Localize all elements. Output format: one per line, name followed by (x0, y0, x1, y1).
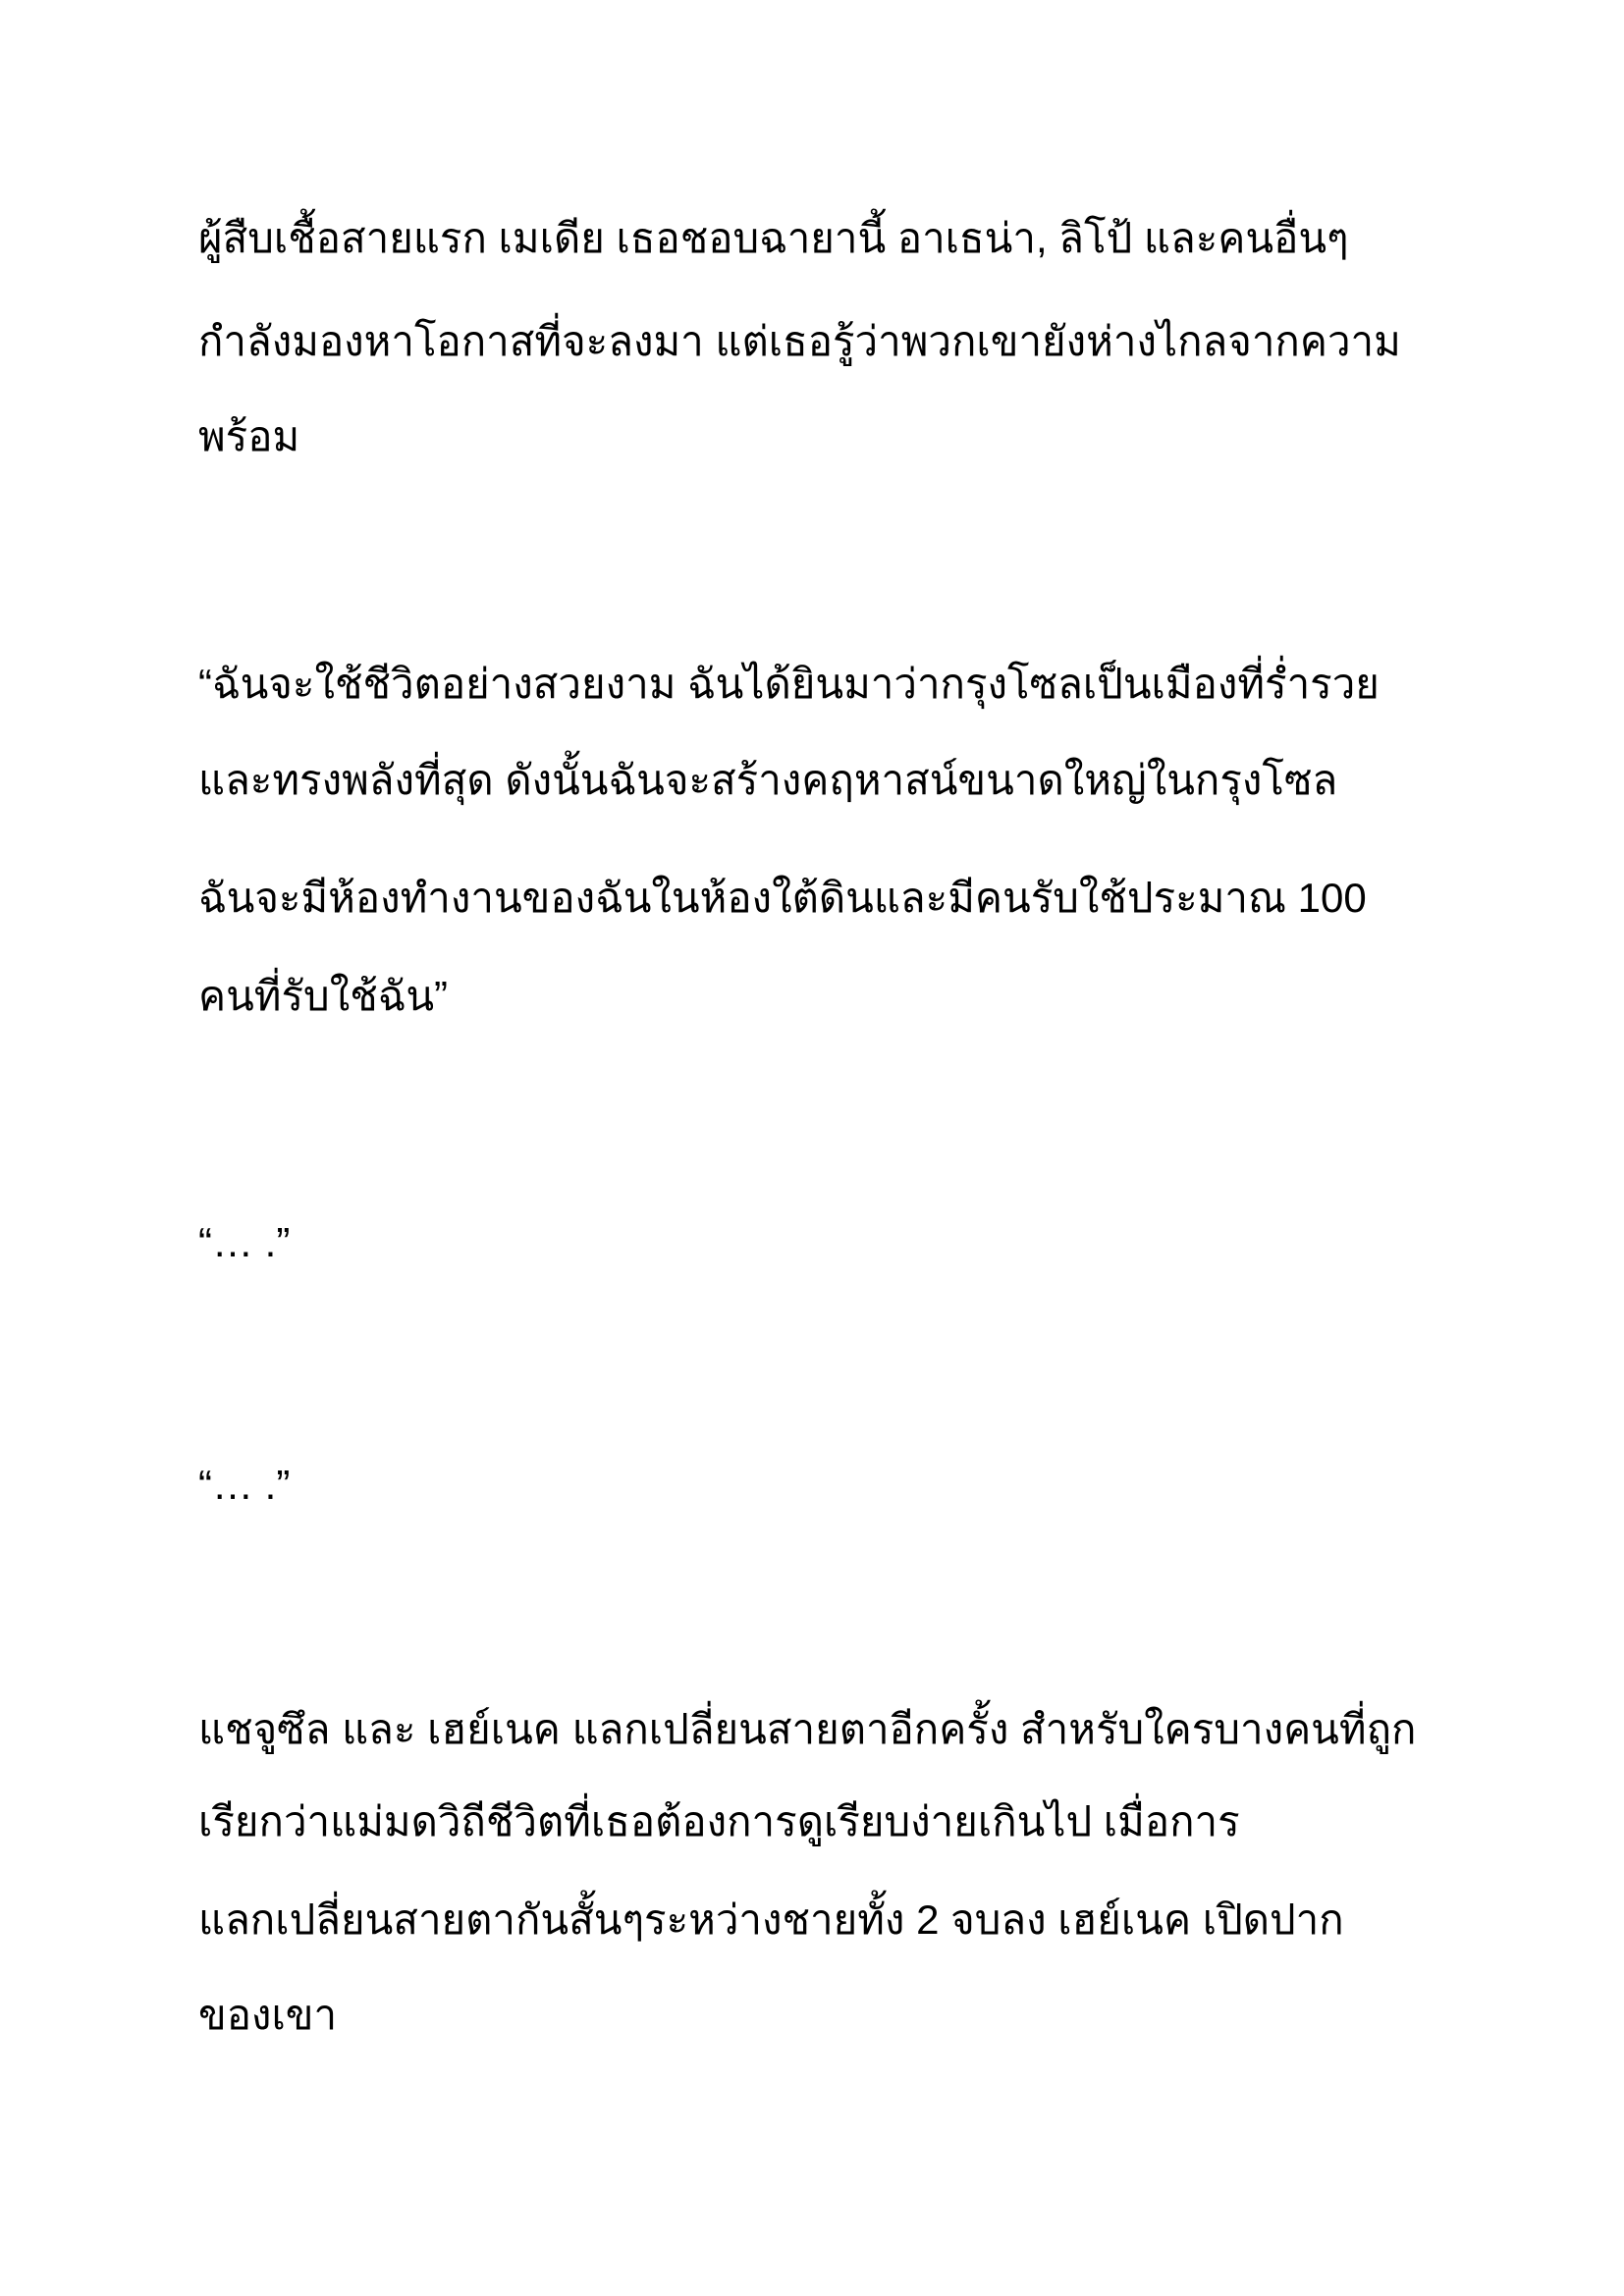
text-line: ของเขา (198, 1992, 338, 2038)
text-line: กำลังมองหาโอกาสที่จะลงมา แต่เธอรู้ว่าพวกเขายังห่างไกลจากความ (198, 318, 1401, 364)
text-line: “ฉันจะใช้ชีวิตอย่างสวยงาม ฉันได้ยินมาว่ากรุงโซลเป็นเมืองที่ร่ำรวย (198, 661, 1380, 707)
text-line: “… .” (198, 1462, 291, 1508)
text-line: ผู้สืบเชื้อสายแรก เมเดีย เธอชอบฉายานี้ อาเธน่า, ลิโป้ และคนอื่นๆ (198, 215, 1349, 261)
text-line: ฉันจะมีห้องทำงานของฉันในห้องใต้ดินและมีคนรับใช้ประมาณ 100 (198, 875, 1367, 921)
text-line: แลกเปลี่ยนสายตากันสั้นๆระหว่างชายทั้ง 2 จบลง เฮย์เนค เปิดปาก (198, 1896, 1344, 1943)
text-line: คนที่รับใช้ฉัน” (198, 973, 449, 1019)
text-line: พร้อม (198, 413, 300, 459)
text-line: แชจูซึล และ เฮย์เนค แลกเปลี่ยนสายตาอีกครั้ง สำหรับใครบางคนที่ถูก (198, 1706, 1417, 1752)
text-line: เรียกว่าแม่มดวิถีชีวิตที่เธอต้องการดูเรียบง่ายเกินไป เมื่อการ (198, 1798, 1240, 1844)
text-line: และทรงพลังที่สุด ดังนั้นฉันจะสร้างคฤหาสน์ขนาดใหญ่ในกรุงโซล (198, 757, 1338, 803)
text-line: “… .” (198, 1219, 291, 1265)
